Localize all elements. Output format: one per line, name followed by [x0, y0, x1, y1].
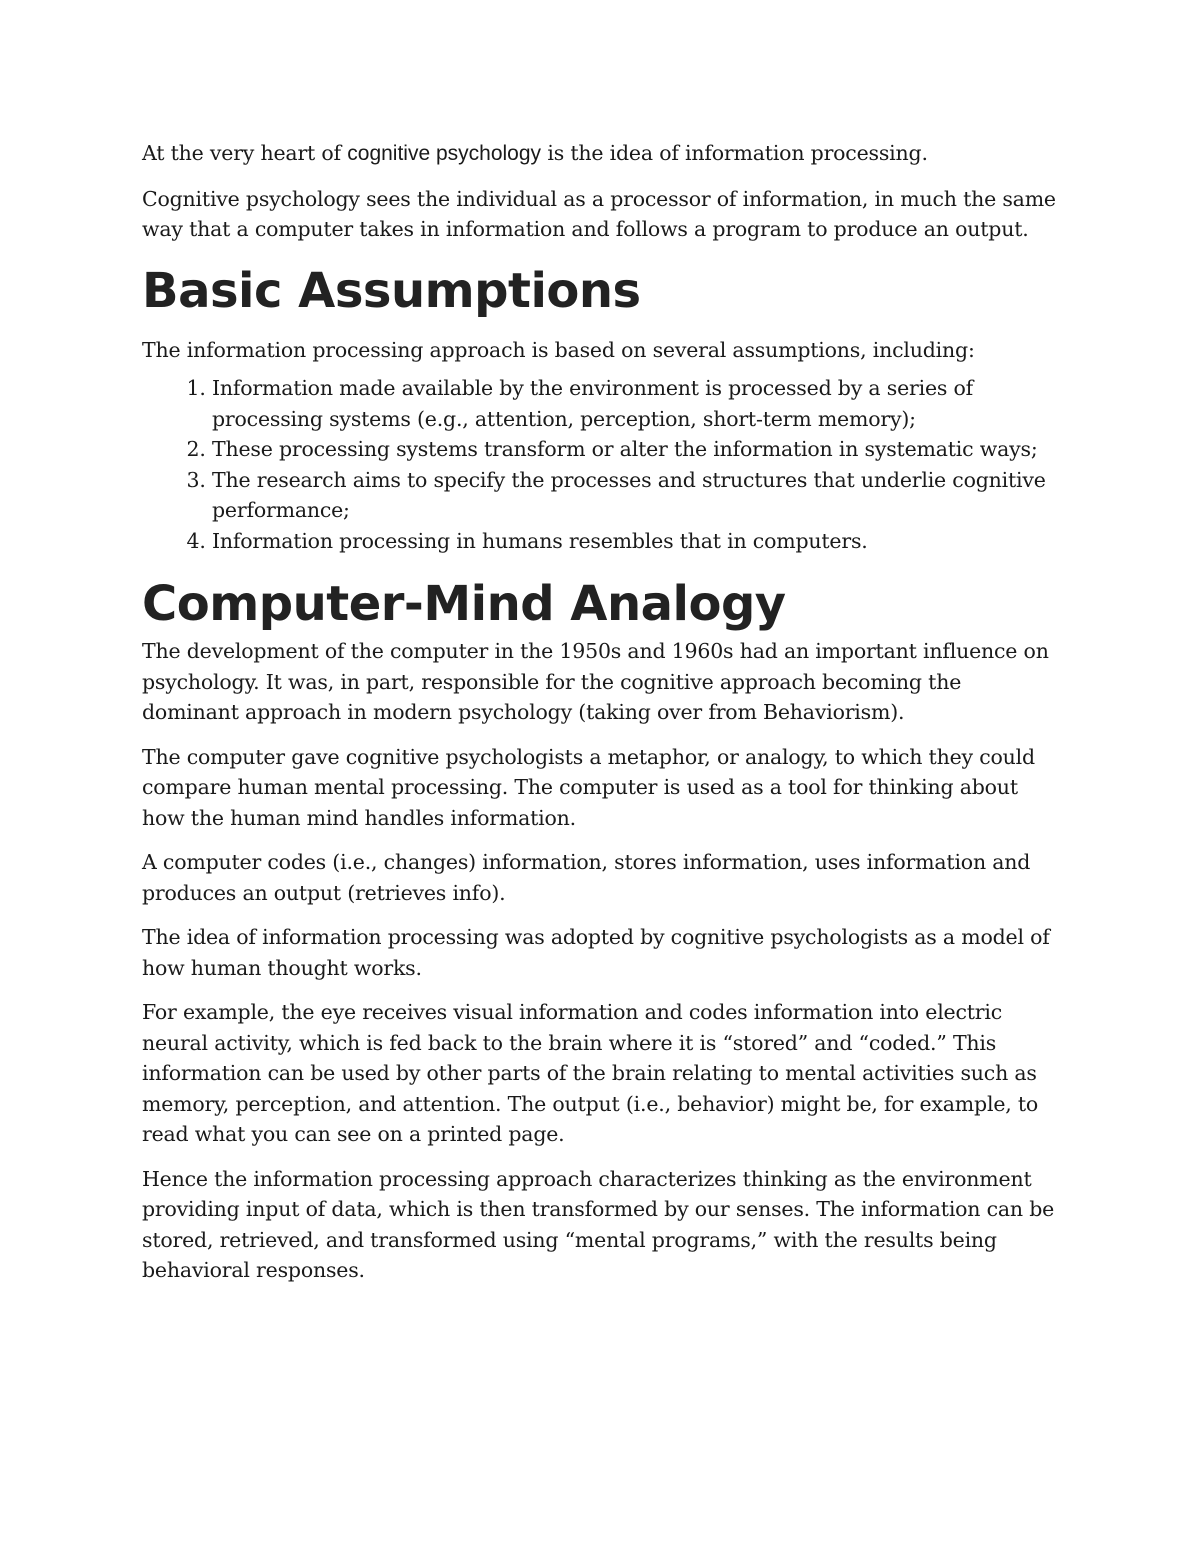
- basic-assumptions-heading: Basic Assumptions: [142, 262, 641, 319]
- assumption-item-4: 4. Information processing in humans resembles that in computers.: [212, 526, 1057, 557]
- analogy-paragraph-3: A computer codes (i.e., changes) information, stores information, uses information and produces an output (retrieves info).: [142, 850, 1031, 905]
- analogy-paragraph-6: Hence the information processing approach characterizes thinking as the environment providing input of data, which is then transformed by our senses. The information can be stored, retrieved, and transformed using “mental programs,” with the results being behavioral responses.: [142, 1166, 1055, 1282]
- intro-paragraph-2: Cognitive psychology sees the individual as a processor of information, in much the same way that a computer takes in information and follows a program to produce an output.: [142, 186, 1056, 241]
- assumptions-list: [142, 373, 1057, 556]
- intro-text-after: is the idea of information processing.: [541, 141, 928, 165]
- document-page: [142, 138, 1057, 1300]
- analogy-paragraph-1: The development of the computer in the 1950s and 1960s had an important influence on psychology. It was, in part, responsible for the cognitive approach becoming the dominant approach in modern psychology (taking over from Behaviorism).: [142, 639, 1049, 724]
- analogy-paragraph-2: The computer gave cognitive psychologists a metaphor, or analogy, to which they could compare human mental processing. The computer is used as a tool for thinking about how the human mind handles information.: [142, 744, 1035, 830]
- computer-mind-analogy-heading: Computer-Mind Analogy: [142, 576, 786, 632]
- assumption-item-1: 1. Information made available by the environment is processed by a series of processing systems (e.g., attention, perception, short-term memory);: [212, 373, 1057, 434]
- assumption-item-2: 2. These processing systems transform or alter the information in systematic ways;: [212, 434, 1057, 465]
- intro-paragraph-1: [142, 138, 1057, 170]
- cognitive-psychology-term: cognitive psychology: [347, 142, 542, 165]
- assumption-item-3: 3. The research aims to specify the processes and structures that underlie cognitive performance;: [212, 465, 1057, 526]
- intro-text-before: At the very heart of: [142, 141, 348, 165]
- analogy-paragraph-4: The idea of information processing was adopted by cognitive psychologists as a model of how human thought works.: [142, 925, 1050, 980]
- analogy-paragraph-5: For example, the eye receives visual information and codes information into electric neural activity, which is fed back to the brain where it is “stored” and “coded.” This information can be used by other parts of the brain relating to mental activities such as memory, perception, and attention. The output (i.e., behavior) might be, for example, to read what you can see on a printed page.: [142, 1000, 1039, 1146]
- assumptions-lead: The information processing approach is based on several assumptions, including:: [142, 337, 975, 362]
